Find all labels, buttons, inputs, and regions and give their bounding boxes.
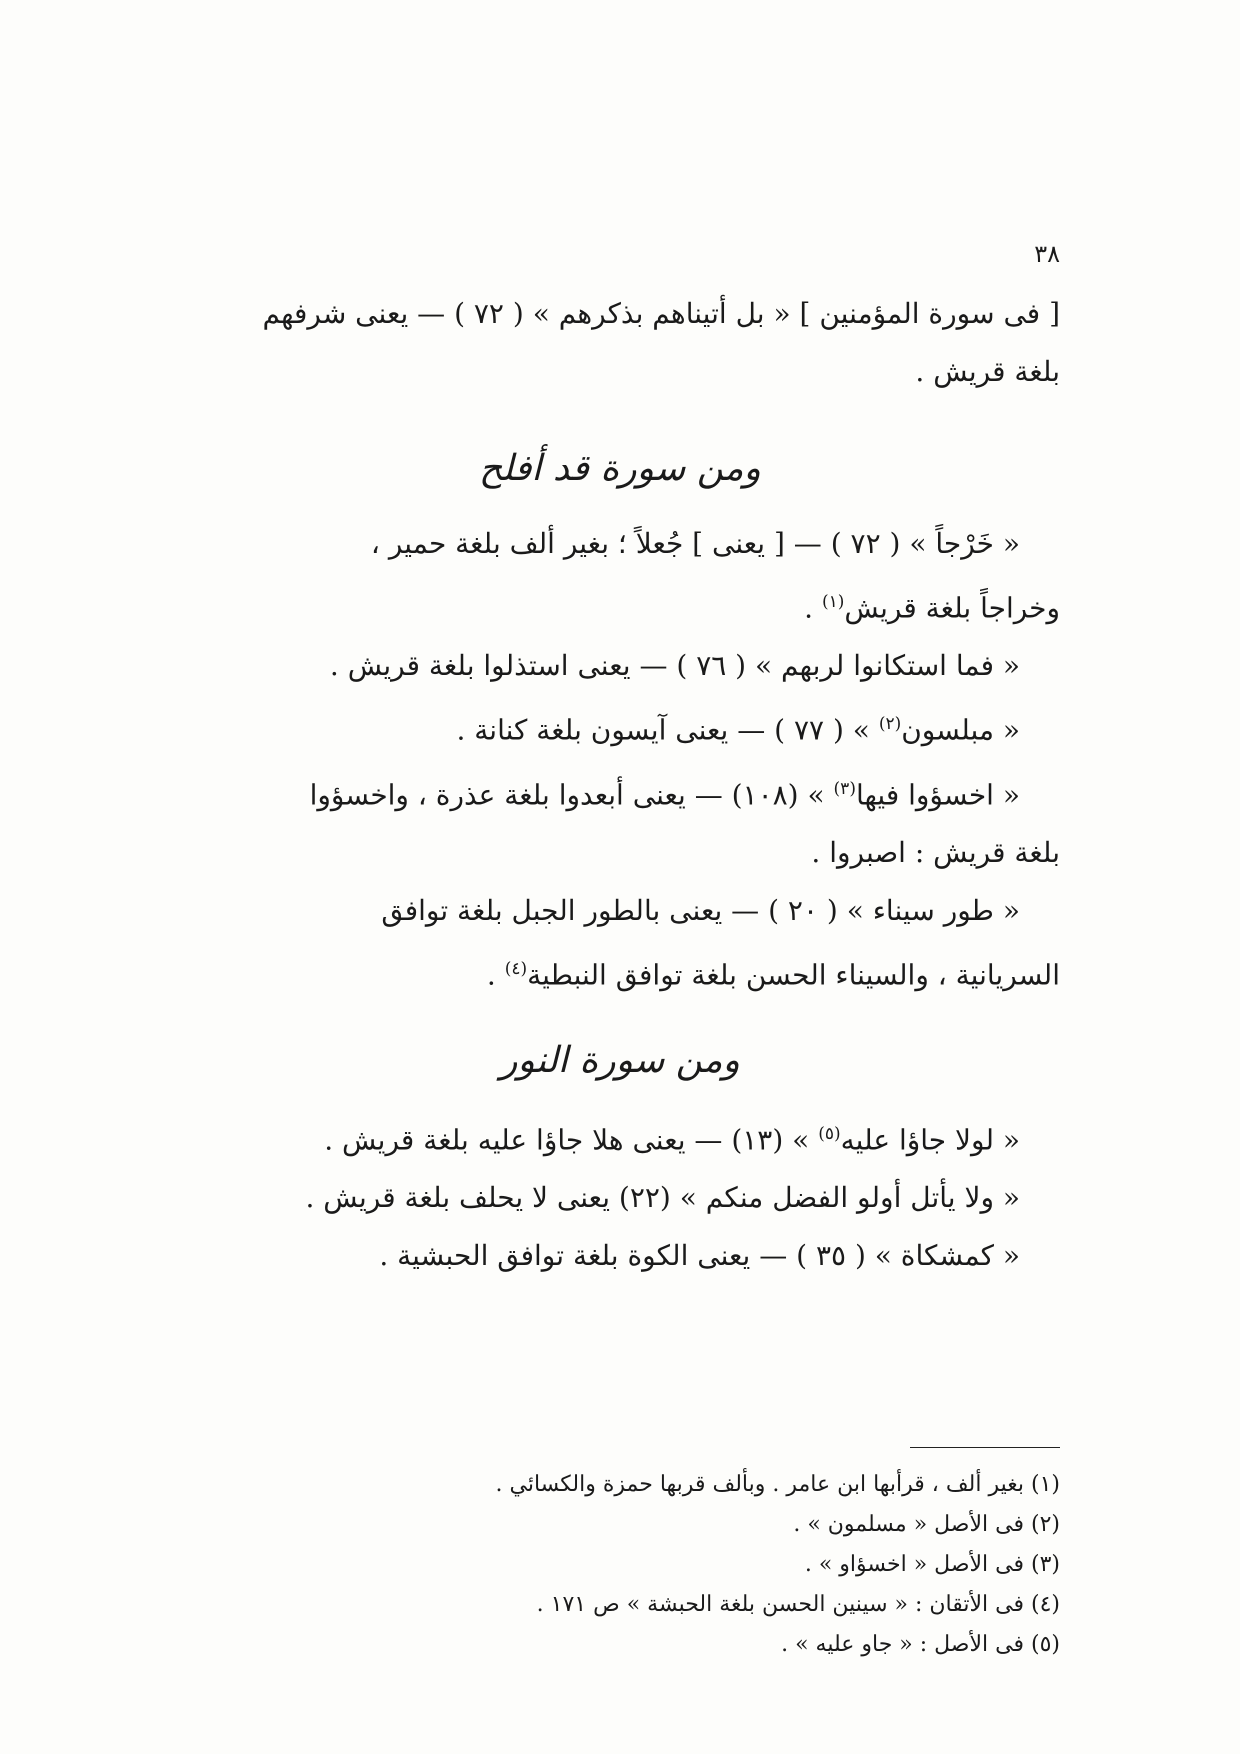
entry-mublisun: « مبلسون$^{(٢)}$ » ( ٧٧ ) — يعنى آيسون بلغة كنانة . bbox=[456, 713, 1020, 747]
section-body-al-nur bbox=[180, 1105, 1060, 1285]
entry-kharjan-line-2: وخراجاً بلغة قريش$^{(١)}$ . bbox=[804, 591, 1060, 625]
section-heading-al-nur: ومن سورة النور bbox=[500, 1040, 740, 1081]
footnote-ref-2: (٢) bbox=[878, 714, 902, 735]
page-number: ٣٨ bbox=[1034, 240, 1060, 268]
section-body-qad-aflaha bbox=[180, 515, 1060, 1004]
intro-line-2: بلغة قريش . bbox=[915, 355, 1060, 388]
footnote-ref-3: (٣) bbox=[833, 778, 856, 799]
footnote-ref-4: (٤) bbox=[504, 958, 528, 979]
entry-mishkat: « كمشكاة » ( ٣٥ ) — يعنى الكوة بلغة توافق الحبشية . bbox=[379, 1239, 1020, 1273]
entry-wala-yatal: « ولا يأتل أولو الفضل منكم » (٢٢) يعنى لا يحلف بلغة قريش . bbox=[305, 1181, 1020, 1215]
footnote-divider bbox=[910, 1447, 1060, 1448]
intro-line-1: [ فى سورة المؤمنين ] « بل أتيناهم بذكرهم » ( ٧٢ ) — يعنى شرفهم bbox=[262, 297, 1060, 330]
entry-ikhsaoo-line-1: « اخسؤوا فيها$^{(٣)}$ » (١٠٨) — يعنى أبعدوا بلغة عذرة ، واخسؤوا bbox=[309, 777, 1020, 811]
section-heading-qad-aflaha: ومن سورة قد أفلح bbox=[479, 448, 761, 489]
footnote-2: (٢) فى الأصل « مسلمون » . bbox=[793, 1512, 1060, 1537]
entry-istakanu: « فما استكانوا لربهم » ( ٧٦ ) — يعنى استذلوا بلغة قريش . bbox=[329, 649, 1020, 683]
footnote-ref-5: (٥) bbox=[818, 1124, 841, 1144]
entry-lawla-jaau: « لولا جاؤا عليه$^{(٥)}$ » (١٣) — يعنى هلا جاؤا عليه بلغة قريش . bbox=[324, 1123, 1020, 1157]
intro-paragraph bbox=[180, 285, 1060, 401]
footnote-ref-1: (١) bbox=[821, 592, 845, 612]
footnotes bbox=[180, 1465, 1060, 1665]
entry-ikhsaoo-line-2: بلغة قريش : اصبروا . bbox=[811, 835, 1060, 869]
entry-tur-sinaa-line-1: « طور سيناء » ( ٢٠ ) — يعنى بالطور الجبل بلغة توافق bbox=[381, 893, 1020, 927]
footnote-5: (٥) فى الأصل : « جاو عليه » . bbox=[781, 1632, 1060, 1657]
footnote-1: (١) بغير ألف ، قرأبها ابن عامر . وبألف قربها حمزة والكسائي . bbox=[495, 1472, 1060, 1497]
entry-kharjan-line-1: « خَرْجاً » ( ٧٢ ) — [ يعنى ] جُعلاً ؛ بغير ألف بلغة حمير ، bbox=[370, 527, 1020, 560]
footnote-4: (٤) فى الأتقان : « سينين الحسن بلغة الحبشة » ص ١٧١ . bbox=[536, 1592, 1060, 1617]
entry-tur-sinaa-line-2: السريانية ، والسيناء الحسن بلغة توافق النبطية$^{(٤)}$ . bbox=[486, 958, 1060, 992]
footnote-3: (٣) فى الأصل « اخسؤاو » . bbox=[804, 1552, 1060, 1577]
